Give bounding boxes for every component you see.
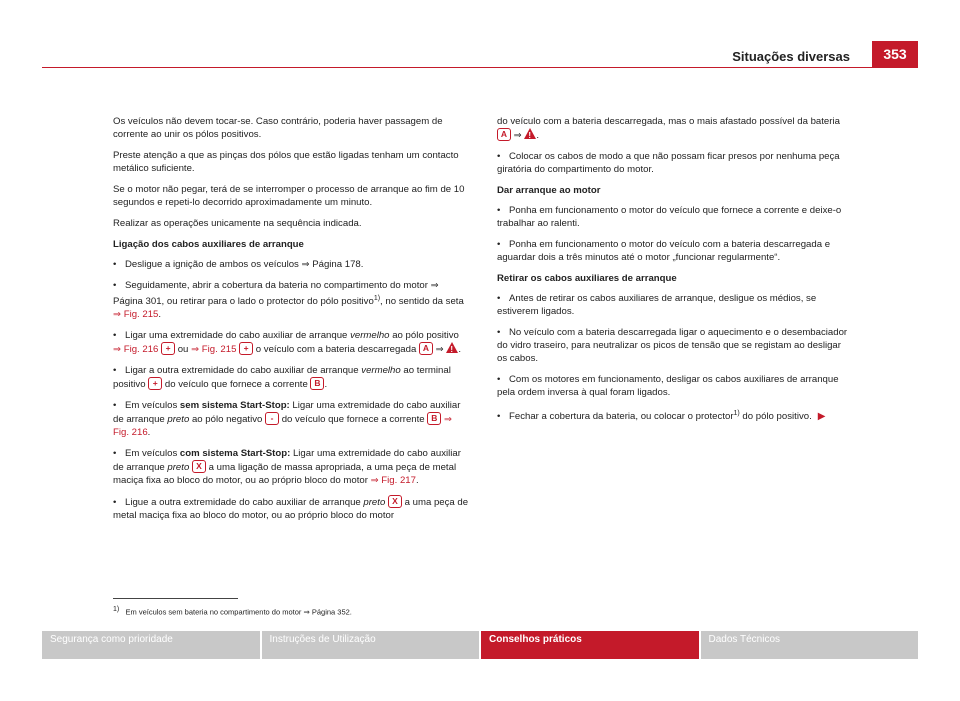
list-item: • Fechar a cobertura da bateria, ou colocar o protector$^{1)}$ do pólo positivo. ▶ bbox=[497, 410, 826, 423]
figure-link[interactable]: ⇒ Fig. 215 bbox=[191, 344, 237, 356]
bullet: • bbox=[497, 293, 501, 304]
bullet: • bbox=[497, 151, 501, 162]
bullet: • bbox=[497, 411, 501, 423]
list-item: • Com os motores em funcionamento, desligar os cabos auxiliares de arranque pela ordem inversa à qual foram ligados. bbox=[497, 374, 839, 398]
warning-icon[interactable] bbox=[524, 128, 536, 139]
plus-terminal-icon: + bbox=[239, 342, 253, 355]
left-column bbox=[113, 115, 469, 530]
subheading-remove-cables: Retirar os cabos auxiliares de arranque bbox=[497, 273, 677, 284]
minus-terminal-icon: - bbox=[265, 412, 279, 425]
paragraph: Se o motor não pegar, terá de se interromper o processo de arranque ao fim de 10 segundos e repeti-lo decorrido aproximadamente um minuto. bbox=[113, 184, 465, 208]
page-header bbox=[42, 45, 918, 67]
paragraph: Realizar as operações unicamente na sequência indicada. bbox=[113, 218, 362, 229]
paragraph: Preste atenção a que as pinças dos pólos que estão ligadas tenham um contacto metálico suficiente. bbox=[113, 150, 459, 174]
figure-link[interactable]: ⇒ Fig. 216 bbox=[113, 414, 453, 439]
bullet: • bbox=[113, 497, 117, 509]
label-b-icon: B bbox=[427, 412, 441, 425]
footnote-rule bbox=[113, 598, 238, 599]
list-item: • Em veículos com sistema Start-Stop: Ligar uma extremidade do cabo auxiliar de arranque preto X a uma ligação de massa apropriada, a uma peça de metal maciça fixa ao bloco do motor, ou ao próprio bloco do motor ⇒ Fig. 217. bbox=[113, 448, 461, 487]
list-item: • Ligar a outra extremidade do cabo auxiliar de arranque vermelho ao terminal positivo + do veículo que fornece a corrente B . bbox=[113, 365, 451, 391]
figure-link[interactable]: ⇒ Fig. 215 bbox=[113, 309, 159, 321]
continue-arrow-icon: ▶ bbox=[817, 411, 826, 423]
header-rule bbox=[42, 67, 918, 68]
bullet: • bbox=[113, 259, 117, 270]
bullet: • bbox=[113, 330, 117, 342]
subheading-start-engine: Dar arranque ao motor bbox=[497, 185, 601, 196]
list-item: • Ponha em funcionamento o motor do veículo com a bateria descarregada e aguardar dois a três minutos até o motor „funcionar regularmente“. bbox=[497, 239, 831, 263]
label-x-icon: X bbox=[192, 460, 206, 473]
page-number: 353 bbox=[872, 41, 918, 67]
bullet: • bbox=[113, 448, 117, 460]
tab-conselhos-praticos[interactable]: Conselhos práticos bbox=[481, 631, 699, 659]
tab-seguranca[interactable]: Segurança como prioridade bbox=[42, 631, 260, 659]
list-item: • Colocar os cabos de modo a que não possam ficar presos por nenhuma peça giratória do compartimento do motor. bbox=[497, 151, 840, 175]
footnote-text: Em veículos sem bateria no compartimento do motor ⇒ Página 352. bbox=[125, 607, 352, 617]
list-item: • Seguidamente, abrir a cobertura da bateria no compartimento do motor ⇒ Página 301, ou retirar para o lado o protector do pólo positivo$^{1)}$, no sentido da seta ⇒ Fig. 215. bbox=[113, 280, 464, 321]
list-item: • Antes de retirar os cabos auxiliares de arranque, desligue os médios, se estiverem ligados. bbox=[497, 293, 817, 317]
footnote-ref: 1) bbox=[733, 410, 740, 417]
figure-link[interactable]: ⇒ Fig. 216 bbox=[113, 344, 159, 356]
list-item: • Ligue a outra extremidade do cabo auxiliar de arranque preto X a uma peça de metal maciça fixa ao bloco do motor, ou ao próprio bloco do motor bbox=[113, 496, 469, 522]
plus-terminal-icon: + bbox=[161, 342, 175, 355]
section-title: Situações diversas bbox=[732, 49, 850, 64]
label-b-icon: B bbox=[310, 377, 324, 390]
section-tabs bbox=[42, 631, 918, 659]
list-item: • Em veículos sem sistema Start-Stop: Ligar uma extremidade do cabo auxiliar de arranque preto ao pólo negativo - do veículo que fornece a corrente B ⇒ Fig. 216. bbox=[113, 400, 461, 439]
plus-terminal-icon: + bbox=[148, 377, 162, 390]
tab-instrucoes[interactable]: Instruções de Utilização bbox=[262, 631, 480, 659]
label-x-icon: X bbox=[388, 495, 402, 508]
bullet: • bbox=[113, 365, 117, 377]
paragraph: Os veículos não devem tocar-se. Caso contrário, poderia haver passagem de corrente ao unir os pólos positivos. bbox=[113, 116, 443, 140]
bullet: • bbox=[497, 374, 501, 385]
list-item: • No veículo com a bateria descarregada ligar o aquecimento e o desembaciador do vidro traseiro, para neutralizar os picos de tensão que se registam ao desligar os cabos. bbox=[497, 327, 848, 364]
footnote-mark: 1) bbox=[113, 606, 120, 613]
bullet: • bbox=[113, 400, 117, 412]
label-a-icon: A bbox=[419, 342, 433, 355]
warning-icon[interactable] bbox=[446, 342, 458, 353]
tab-dados-tecnicos[interactable]: Dados Técnicos bbox=[701, 631, 919, 659]
label-a-icon: A bbox=[497, 128, 511, 141]
subheading-connect-cables: Ligação dos cabos auxiliares de arranque bbox=[113, 239, 304, 250]
paragraph: do veículo com a bateria descarregada, mas o mais afastado possível da bateria A ⇒ !. bbox=[497, 115, 853, 142]
right-column bbox=[497, 115, 853, 431]
bullet: • bbox=[113, 280, 117, 291]
figure-link[interactable]: ⇒ Fig. 217 bbox=[370, 475, 416, 487]
footnote-ref: 1) bbox=[373, 295, 381, 302]
bullet: • bbox=[497, 327, 501, 338]
bullet: • bbox=[497, 239, 501, 250]
list-item: • Desligue a ignição de ambos os veículos ⇒ Página 178. bbox=[113, 259, 364, 270]
list-item: • Ponha em funcionamento o motor do veículo que fornece a corrente e deixe-o trabalhar ao ralenti. bbox=[497, 205, 842, 229]
list-item: • Ligar uma extremidade do cabo auxiliar de arranque vermelho ao pólo positivo ⇒ Fig. 216 + ou ⇒ Fig. 215 + o veículo com a bateria descarregada A ⇒ !. bbox=[113, 329, 469, 356]
footnote bbox=[113, 606, 352, 617]
bullet: • bbox=[497, 205, 501, 216]
